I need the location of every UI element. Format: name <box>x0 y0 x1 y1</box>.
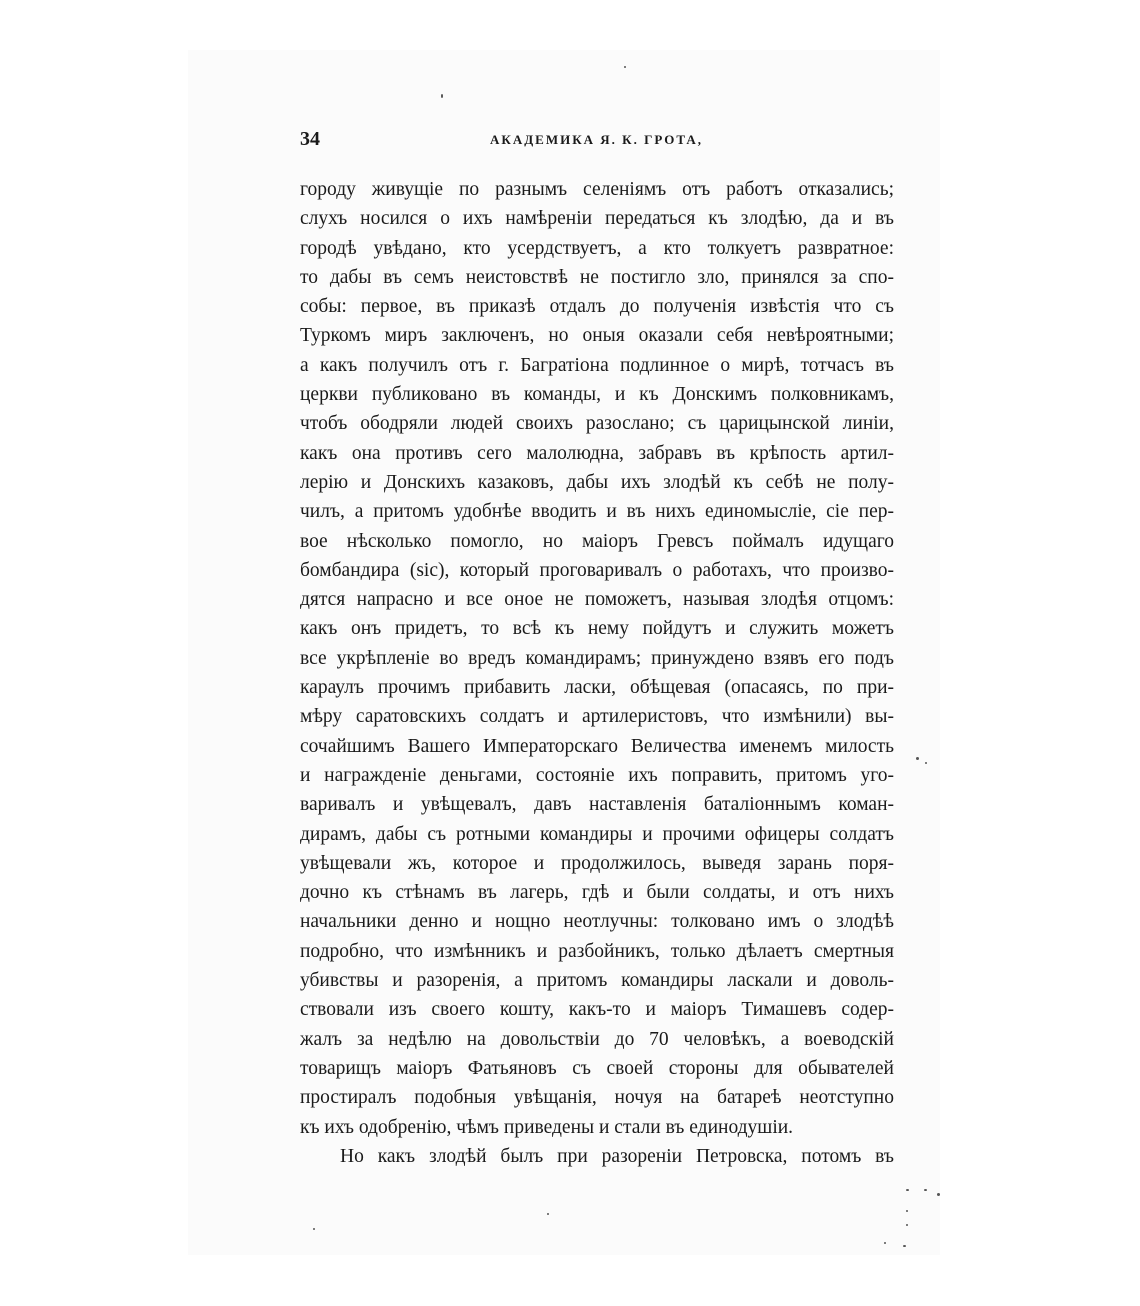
running-title: АКАДЕМИКА Я. К. ГРОТА, <box>490 132 703 147</box>
scan-speck <box>916 757 919 760</box>
text-line: а какъ получилъ отъ г. Багратіона подлинное о мирѣ, тотчасъ въ <box>300 354 894 376</box>
text-line: дочно къ стѣнамъ въ лагерь, гдѣ и были солдаты, и отъ нихъ <box>300 882 894 904</box>
text-line: какъ онъ придетъ, то всѣ къ нему пойдутъ и служить можетъ <box>300 618 894 640</box>
text-line: караулъ прочимъ прибавить ласки, обѣщевая (опасаясь, по при- <box>300 677 894 699</box>
scan-speck <box>925 762 927 764</box>
text-line: все укрѣпленіе во вредъ командирамъ; принуждено взявъ его подъ <box>300 647 894 669</box>
scan-speck <box>906 1224 908 1226</box>
scan-speck <box>924 1189 927 1191</box>
text-line: какъ она противъ сего малолюдна, забравъ въ крѣпость артил- <box>300 442 894 464</box>
text-line: товарищъ маіоръ Фатьяновъ съ своей стороны для обывателей <box>300 1057 894 1079</box>
scan-speck <box>906 1189 909 1191</box>
text-line: то дабы въ семъ неистовствѣ не постигло зло, принялся за спо- <box>300 266 894 288</box>
scan-speck <box>624 66 626 68</box>
text-line: церкви публиковано въ команды, и къ Донскимъ полковникамъ, <box>300 384 894 406</box>
text-line: вое нѣсколько помогло, но маіоръ Гревсъ поймалъ идущаго <box>300 530 894 552</box>
text-line: начальники денно и нощно неотлучны: толковано имъ о злодѣѣ <box>300 911 894 933</box>
page-number: 34 <box>300 128 320 150</box>
text-line: бомбандира (sic), который проговаривалъ о работахъ, что произво- <box>300 559 894 581</box>
scan-speck <box>884 1242 886 1244</box>
scan-speck <box>906 1210 908 1212</box>
text-line: ствовали изъ своего кошту, какъ-то и маіоръ Тимашевъ содер- <box>300 999 894 1021</box>
body-text <box>300 175 894 1171</box>
text-line: дирамъ, дабы съ ротными командиры и прочими офицеры солдатъ <box>300 823 894 845</box>
text-line: чтобъ ободряли людей своихъ разослано; съ царицынской линіи, <box>300 413 894 435</box>
text-line: простиралъ подобныя увѣщанія, ночуя на батареѣ неотступно <box>300 1087 894 1109</box>
scan-speck <box>903 1245 906 1247</box>
text-line: городу живущіе по разнымъ селеніямъ отъ работъ отказались; <box>300 179 894 200</box>
text-line: мѣру саратовскихъ солдатъ и артилеристовъ, что измѣнили) вы- <box>300 706 894 728</box>
text-line: слухъ носился о ихъ намѣреніи передаться къ злодѣю, да и въ <box>300 208 894 230</box>
scan-speck <box>441 94 443 98</box>
text-line: увѣщевали жъ, которое и продолжилось, выведя зарань поря- <box>300 852 894 874</box>
paragraph-end-line: къ ихъ одобренію, чѣмъ приведены и стали въ единодушіи. <box>300 1116 794 1138</box>
text-line: Туркомъ миръ заключенъ, но оныя оказали себя невѣроятными; <box>300 325 894 347</box>
text-line: и награжденіе деньгами, состояніе ихъ поправить, притомъ уго- <box>300 764 894 786</box>
text-line: лерію и Донскихъ казаковъ, дабы ихъ злодѣй къ себѣ не полу- <box>300 471 894 493</box>
page-header <box>300 128 894 158</box>
text-line: городѣ увѣдано, кто усердствуетъ, а кто толкуетъ развратное: <box>300 237 894 259</box>
text-line: жалъ за недѣлю на довольствіи до 70 человѣкъ, а воеводскій <box>300 1028 894 1050</box>
text-line: чилъ, а притомъ удобнѣе вводить и въ нихъ единомысліе, сіе пер- <box>300 501 894 523</box>
paragraph-start-line: Но какъ злодѣй былъ при разореніи Петровска, потомъ въ <box>340 1145 894 1167</box>
scan-speck <box>547 1213 549 1215</box>
text-line: варивалъ и увѣщевалъ, давъ наставленія баталіоннымъ коман- <box>300 794 894 816</box>
text-line: дятся напрасно и все оное не поможетъ, называя злодѣя отцомъ: <box>300 589 894 611</box>
text-line: убивствы и разоренія, а притомъ командиры ласкали и доволь- <box>300 970 894 992</box>
text-line: сочайшимъ Вашего Императорскаго Величества именемъ милость <box>300 735 894 757</box>
text-line: собы: первое, въ приказѣ отдалъ до полученія извѣстія что съ <box>300 296 894 318</box>
text-line: подробно, что измѣнникъ и разбойникъ, только дѣлаетъ смертныя <box>300 940 894 962</box>
scan-speck <box>313 1228 315 1230</box>
scan-speck <box>937 1193 940 1196</box>
